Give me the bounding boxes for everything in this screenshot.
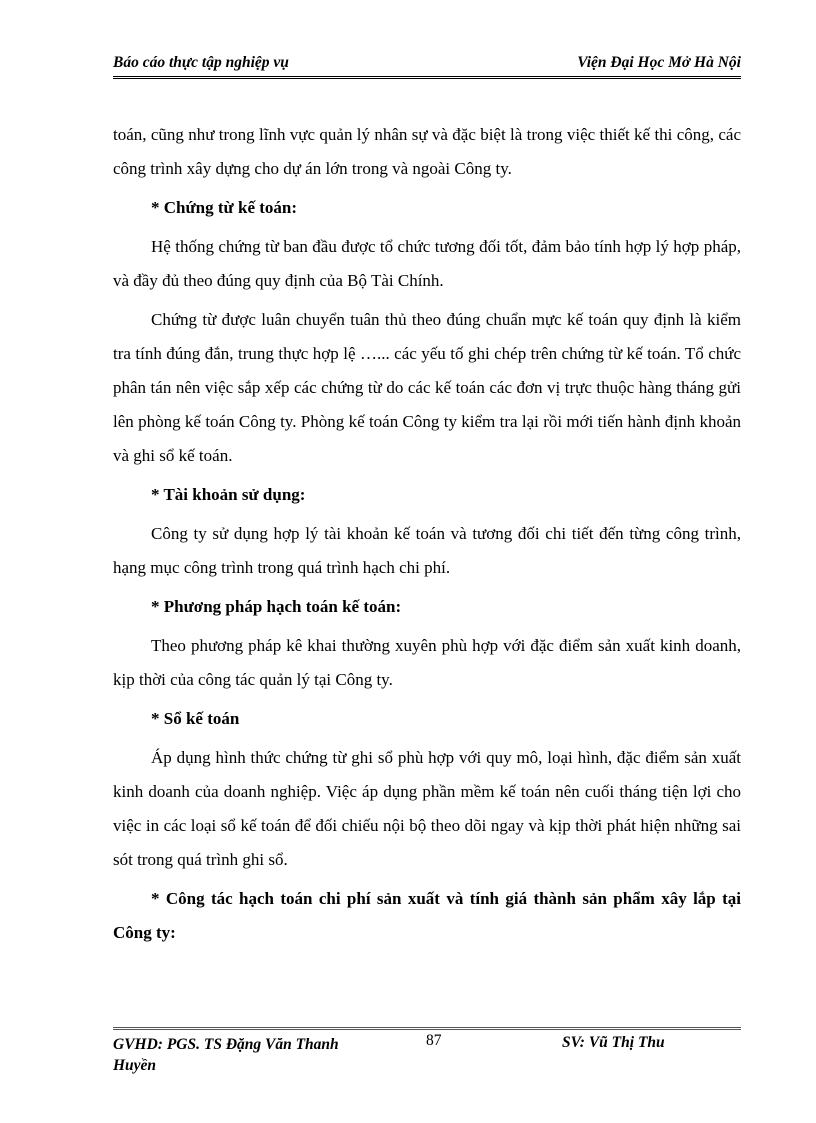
header-institution: Viện Đại Học Mở Hà Nội [577,54,741,71]
document-body [113,118,741,955]
footer-rule [113,1027,741,1031]
header-report-title: Báo cáo thực tập nghiệp vụ [113,54,289,71]
paragraph: Công ty sử dụng hợp lý tài khoản kế toán và tương đối chi tiết đến từng công trình, hạng mục công trình trong quá trình hạch chi phí. [113,524,741,577]
header-rule [113,76,741,79]
paragraph: Chứng từ được luân chuyển tuân thủ theo đúng chuẩn mực kế toán quy định là kiểm tra tính đúng đắn, trung thực hợp lệ …... các yếu tố ghi chép trên chứng từ kế toán. Tổ chức phân tán nên việc sắp xếp các chứng từ do các kế toán các đơn vị trực thuộc hàng tháng gửi lên phòng kế toán Công ty. Phòng kế toán Công ty kiểm tra lại rồi mới tiến hành định khoản và ghi sổ kế toán. [113,310,741,465]
heading-accounting-documents: * Chứng từ kế toán: [151,198,298,217]
paragraph-continued: toán, cũng như trong lĩnh vực quản lý nhân sự và đặc biệt là trong việc thiết kế thi công, các công trình xây dựng cho dự án lớn trong và ngoài Công ty. [113,125,741,178]
page-header [113,52,741,76]
paragraph: Áp dụng hình thức chứng từ ghi sổ phù hợp với quy mô, loại hình, đặc điểm sản xuất kinh doanh của doanh nghiệp. Việc áp dụng phần mềm kế toán nên cuối tháng tiện lợi cho việc in các loại sổ kế toán để đối chiếu nội bộ theo dõi ngay và kịp thời phát hiện những sai sót trong quá trình ghi sổ. [113,748,741,869]
paragraph: Hệ thống chứng từ ban đầu được tổ chức tương đối tốt, đảm bảo tính hợp lý hợp pháp, và đầy đủ theo đúng quy định của Bộ Tài Chính. [113,237,741,290]
page-footer [113,1027,741,1087]
heading-accounting-method: * Phương pháp hạch toán kế toán: [151,597,402,616]
heading-cost-accounting: * Công tác hạch toán chi phí sản xuất và tính giá thành sản phẩm xây lắp tại Công ty: [113,889,741,942]
footer-student: SV: Vũ Thị Thu [562,1034,665,1051]
heading-ledgers: * Sổ kế toán [151,709,240,728]
heading-accounts-used: * Tài khoản sử dụng: [151,485,306,504]
footer-supervisor: GVHD: PGS. TS Đặng Văn Thanh Huyền [113,1036,339,1074]
paragraph: Theo phương pháp kê khai thường xuyên phù hợp với đặc điểm sản xuất kinh doanh, kịp thời của công tác quản lý tại Công ty. [113,636,741,689]
page-number: 87 [426,1032,442,1049]
